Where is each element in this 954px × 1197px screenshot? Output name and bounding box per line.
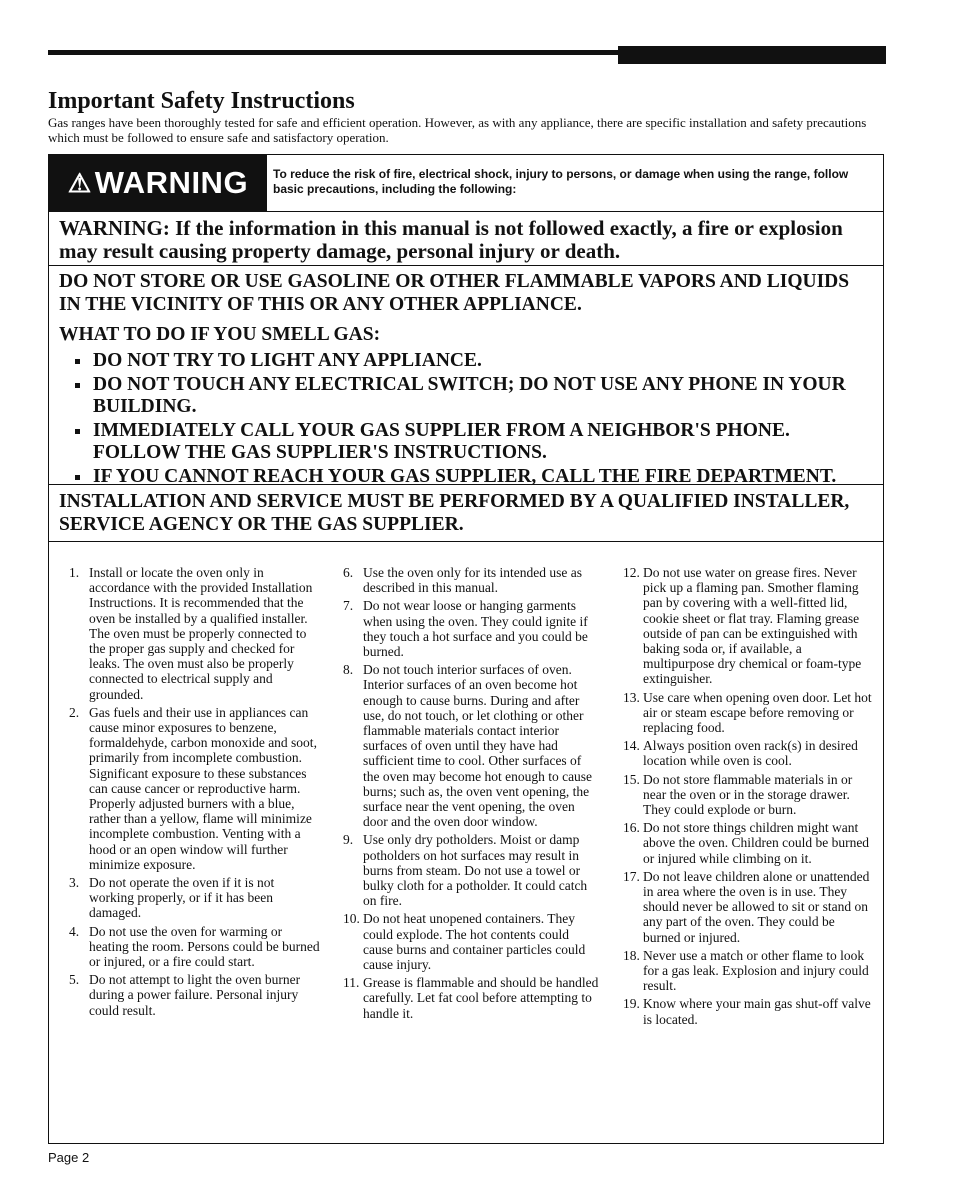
item-number: 14. bbox=[623, 738, 640, 754]
list-item bbox=[623, 738, 875, 768]
list-item bbox=[59, 420, 869, 464]
bullet-icon bbox=[75, 475, 80, 480]
what-to-do-heading: WHAT TO DO IF YOU SMELL GAS: bbox=[59, 324, 381, 345]
bullet-text: IMMEDIATELY CALL YOUR GAS SUPPLIER FROM A NEIGHBOR'S PHONE. FOLLOW THE GAS SUPPLIER'S INSTRUCTIONS. bbox=[93, 420, 790, 463]
item-text: Do not store flammable materials in or near the oven or in the storage drawer. They could explode or burn. bbox=[643, 771, 853, 818]
list-item bbox=[623, 869, 875, 945]
section-divider bbox=[49, 541, 883, 542]
warning-badge bbox=[49, 155, 267, 211]
item-text: Grease is flammable and should be handled carefully. Let fat cool before attempting to handle it. bbox=[363, 975, 599, 1021]
item-number: 6. bbox=[343, 565, 354, 580]
item-number: 2. bbox=[69, 704, 80, 720]
item-number: 9. bbox=[343, 832, 354, 848]
list-item bbox=[623, 565, 875, 687]
item-number: 4. bbox=[69, 923, 80, 939]
bullet-text: IF YOU CANNOT REACH YOUR GAS SUPPLIER, CALL THE FIRE DEPARTMENT. bbox=[93, 466, 837, 487]
list-item bbox=[69, 972, 321, 1018]
gas-storage-heading: DO NOT STORE OR USE GASOLINE OR OTHER FLAMMABLE VAPORS AND LIQUIDS IN THE VICINITY OF THIS OR ANY OTHER APPLIANCE. bbox=[59, 271, 850, 315]
item-text: Do not leave children alone or unattended in area where the oven is in use. They should never be allowed to sit or stand on any part of the oven. They could be burned or injured. bbox=[643, 868, 870, 945]
item-number: 17. bbox=[623, 868, 640, 884]
list-item bbox=[59, 374, 869, 418]
warning-header-row bbox=[49, 155, 883, 212]
list-item bbox=[623, 772, 875, 818]
list-item bbox=[69, 565, 321, 702]
page-number: Page 2 bbox=[48, 1150, 90, 1165]
list-item bbox=[69, 924, 321, 970]
warning-badge-label: WARNING bbox=[94, 165, 249, 200]
warning-badge-text: To reduce the risk of fire, electrical shock, injury to persons, or damage when using the range, follow basic precautions, including the following: bbox=[273, 167, 849, 196]
item-text: Do not use water on grease fires. Never pick up a flaming pan. Smother flaming pan by covering with a well-fitted lid, cookie sheet or flat tray. Flaming grease outside of pan can be extinguished with baking soda or, if available, a multipurpose dry chemical or foam-type extinguisher. bbox=[643, 565, 862, 687]
warning-triangle-icon: ⚠ bbox=[67, 167, 92, 198]
instructions-column-3 bbox=[623, 565, 875, 1030]
instructions-column-1 bbox=[69, 565, 321, 1021]
item-text: Use care when opening oven door. Let hot air or steam escape before removing or replacing food. bbox=[643, 689, 872, 736]
gas-smell-list bbox=[59, 350, 869, 490]
gas-safety-section bbox=[49, 265, 883, 485]
item-text: Use only dry potholders. Moist or damp potholders on hot surfaces may result in burns from steam. Do not use a towel or bulky cloth for a potholder. It could catch on fire. bbox=[363, 832, 588, 909]
item-text: Know where your main gas shut-off valve is located. bbox=[643, 996, 871, 1027]
item-number: 7. bbox=[343, 598, 354, 614]
header-rule-thick bbox=[618, 46, 886, 64]
item-text: Install or locate the oven only in accordance with the provided Installation Instructions. It is recommended that the oven be installed by a qualified installer. The oven must be properly connected to the proper gas supply and checked for leaks. The oven must also be properly connected to electrical supply and grounded. bbox=[89, 565, 313, 702]
item-number: 1. bbox=[69, 565, 80, 580]
item-text: Do not operate the oven if it is not working properly, or if it has been damaged. bbox=[89, 875, 275, 921]
item-text: Do not use the oven for warming or heating the room. Persons could be burned or injured, or a fire could start. bbox=[89, 923, 320, 970]
list-item bbox=[343, 832, 601, 908]
list-item bbox=[59, 350, 869, 372]
item-number: 8. bbox=[343, 662, 354, 678]
list-item bbox=[69, 705, 321, 872]
bullet-icon bbox=[75, 429, 80, 434]
main-warning: WARNING: If the information in this manual is not followed exactly, a fire or explosion may result causing property damage, personal injury or death. bbox=[59, 216, 843, 263]
item-text: Do not touch interior surfaces of oven. Interior surfaces of an oven become hot enough to cause burns. During and after use, do not touch, or let clothing or other flammable materials contact interior surfaces of oven until they have had sufficient time to cool. Other surfaces of the oven may become hot enough to cause burns; such as, the oven vent opening, the surface near the vent opening, the oven door and the oven door window. bbox=[363, 662, 593, 830]
installation-notice: INSTALLATION AND SERVICE MUST BE PERFORMED BY A QUALIFIED INSTALLER, SERVICE AGENCY OR THE GAS SUPPLIER. bbox=[59, 491, 850, 535]
instructions-column-2 bbox=[343, 565, 601, 1024]
list-item bbox=[623, 690, 875, 736]
list-item bbox=[343, 565, 601, 595]
item-number: 5. bbox=[69, 972, 80, 988]
item-number: 16. bbox=[623, 820, 640, 836]
list-item bbox=[343, 598, 601, 659]
item-number: 18. bbox=[623, 947, 640, 963]
item-number: 13. bbox=[623, 689, 640, 705]
list-item bbox=[623, 820, 875, 866]
intro-paragraph: Gas ranges have been thoroughly tested for safe and efficient operation. However, as with any appliance, there are specific installation and safety precautions which must be followed to ensure safe and satisfactory operation. bbox=[48, 115, 867, 145]
bullet-text: DO NOT TRY TO LIGHT ANY APPLIANCE. bbox=[93, 350, 482, 371]
item-text: Do not heat unopened containers. They could explode. The hot contents could cause burns and container particles could cause injury. bbox=[363, 911, 586, 973]
item-text: Gas fuels and their use in appliances can cause minor exposures to benzene, formaldehyde, carbon monoxide and soot, primarily from incomplete combustion. Significant exposure to these substances can cause cancer or reproductive harm. Properly adjusted burners with a blue, rather than a yellow, flame will minimize incomplete combustion. Venting with a hood or an open window will further minimize exposure. bbox=[89, 704, 317, 872]
item-text: Always position oven rack(s) in desired location while oven is cool. bbox=[643, 738, 858, 769]
item-text: Never use a match or other flame to look for a gas leak. Explosion and injury could result. bbox=[643, 947, 869, 994]
warning-box bbox=[48, 154, 884, 1144]
list-item bbox=[343, 975, 601, 1021]
item-number: 19. bbox=[623, 996, 640, 1012]
list-item bbox=[343, 662, 601, 829]
item-text: Do not attempt to light the oven burner during a power failure. Personal injury could result. bbox=[89, 972, 301, 1018]
item-text: Do not wear loose or hanging garments when using the oven. They could ignite if they touch a hot surface and you could be burned. bbox=[363, 598, 588, 660]
item-number: 10. bbox=[343, 911, 360, 927]
item-number: 3. bbox=[69, 875, 80, 891]
item-number: 12. bbox=[623, 565, 640, 580]
page-title: Important Safety Instructions bbox=[48, 88, 355, 114]
list-item bbox=[623, 948, 875, 994]
list-item bbox=[343, 911, 601, 972]
item-text: Do not store things children might want above the oven. Children could be burned or injured while climbing on it. bbox=[643, 820, 870, 866]
list-item bbox=[59, 466, 869, 488]
bullet-icon bbox=[75, 359, 80, 364]
bullet-icon bbox=[75, 383, 80, 388]
item-text: Use the oven only for its intended use as described in this manual. bbox=[363, 565, 582, 596]
bullet-text: DO NOT TOUCH ANY ELECTRICAL SWITCH; DO NOT USE ANY PHONE IN YOUR BUILDING. bbox=[93, 374, 846, 417]
header-rule-thin bbox=[48, 50, 618, 55]
item-number: 15. bbox=[623, 771, 640, 787]
list-item bbox=[623, 996, 875, 1026]
list-item bbox=[69, 875, 321, 921]
item-number: 11. bbox=[343, 975, 360, 991]
